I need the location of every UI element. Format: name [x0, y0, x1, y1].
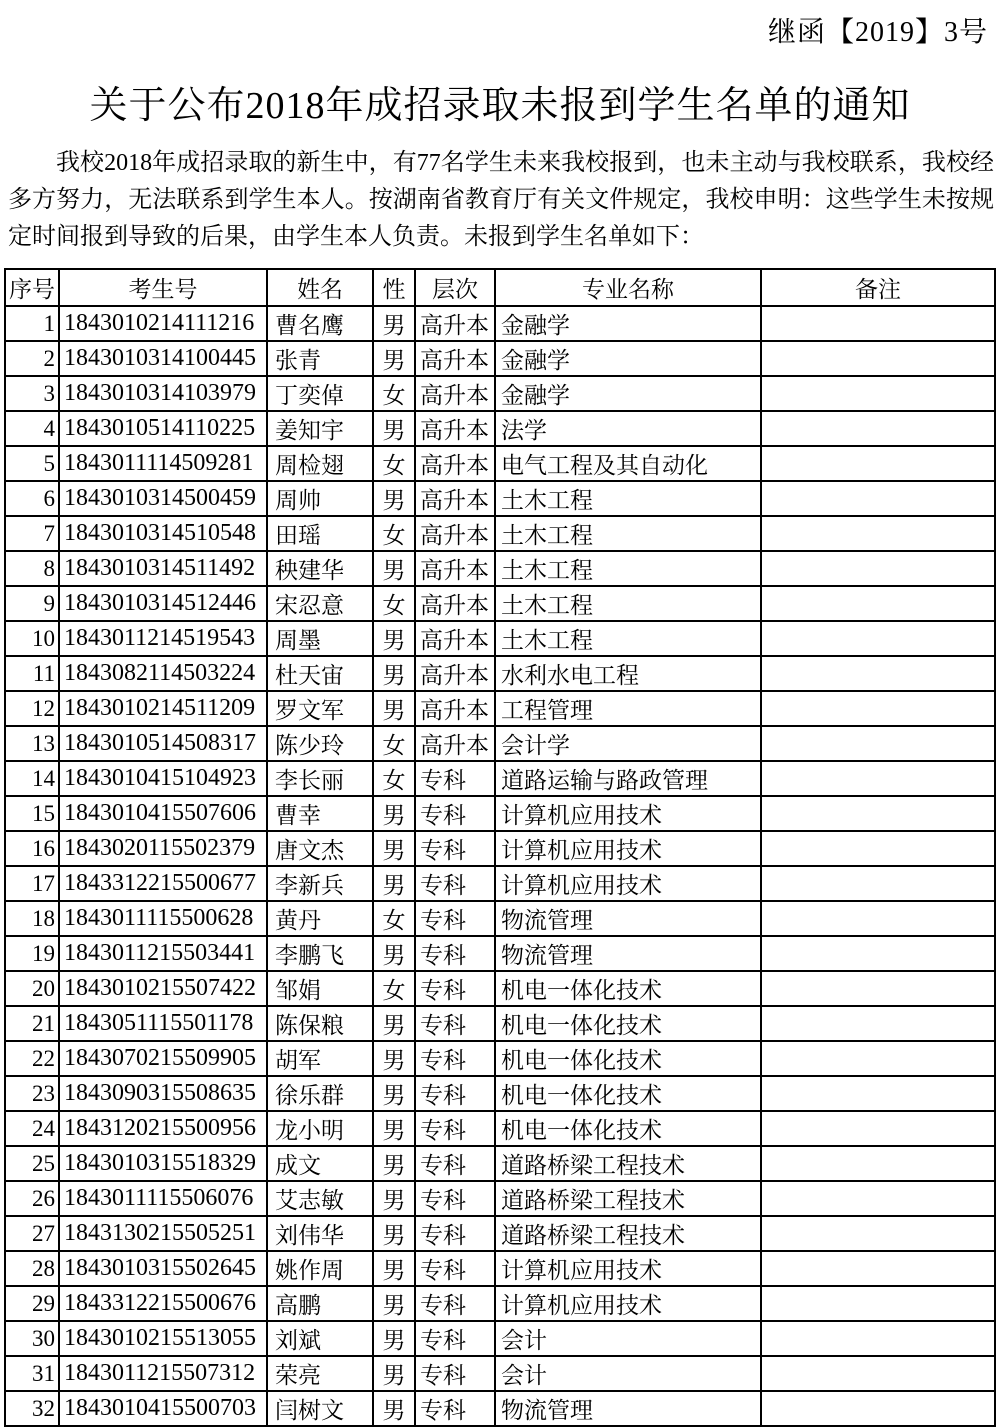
table-row [5, 411, 995, 446]
table-cell: 1843011115506076 [59, 1181, 267, 1216]
table-cell: 罗文军 [267, 691, 373, 726]
table-cell: 专科 [415, 1041, 495, 1076]
table-cell: 1843010215513055 [59, 1321, 267, 1356]
table-cell: 专科 [415, 1076, 495, 1111]
table-cell: 12 [5, 691, 59, 726]
table-cell: 男 [373, 411, 415, 446]
table-cell: 25 [5, 1146, 59, 1181]
table-cell: 工程管理 [495, 691, 761, 726]
table-cell: 男 [373, 691, 415, 726]
table-cell [761, 656, 995, 691]
column-header-1: 考生号 [59, 269, 267, 306]
table-cell: 女 [373, 516, 415, 551]
table-cell: 1843010514508317 [59, 726, 267, 761]
table-cell: 男 [373, 1006, 415, 1041]
table-cell: 1843130215505251 [59, 1216, 267, 1251]
table-cell: 男 [373, 621, 415, 656]
table-cell: 金融学 [495, 376, 761, 411]
table-cell: 李长丽 [267, 761, 373, 796]
table-cell: 男 [373, 656, 415, 691]
table-cell: 土木工程 [495, 586, 761, 621]
table-cell: 专科 [415, 901, 495, 936]
table-cell: 计算机应用技术 [495, 866, 761, 901]
table-cell [761, 446, 995, 481]
table-cell: 男 [373, 1076, 415, 1111]
table-cell: 15 [5, 796, 59, 831]
table-cell: 11 [5, 656, 59, 691]
table-cell [761, 1146, 995, 1181]
table-cell: 张青 [267, 341, 373, 376]
table-row [5, 516, 995, 551]
table-cell: 龙小明 [267, 1111, 373, 1146]
doc-number: 继函【2019】3号 [767, 17, 988, 48]
table-cell [761, 1251, 995, 1286]
table-cell [761, 691, 995, 726]
table-cell [761, 761, 995, 796]
table-cell: 28 [5, 1251, 59, 1286]
table-cell [761, 936, 995, 971]
table-cell [761, 411, 995, 446]
table-cell: 金融学 [495, 306, 761, 341]
table-row [5, 306, 995, 341]
table-row [5, 691, 995, 726]
table-cell: 3 [5, 376, 59, 411]
table-cell: 4 [5, 411, 59, 446]
table-cell: 专科 [415, 1146, 495, 1181]
table-cell: 1843010214511209 [59, 691, 267, 726]
table-cell [761, 796, 995, 831]
table-cell: 男 [373, 1041, 415, 1076]
table-cell: 男 [373, 306, 415, 341]
table-cell: 专科 [415, 761, 495, 796]
table-cell: 31 [5, 1356, 59, 1391]
table-cell: 1843011215507312 [59, 1356, 267, 1391]
table-cell: 周检翅 [267, 446, 373, 481]
table-cell: 艾志敏 [267, 1181, 373, 1216]
table-cell: 物流管理 [495, 936, 761, 971]
table-cell: 专科 [415, 831, 495, 866]
table-cell: 专科 [415, 1111, 495, 1146]
table-cell: 陈保粮 [267, 1006, 373, 1041]
table-cell: 1843010314100445 [59, 341, 267, 376]
page-title: 关于公布2018年成招录取未报到学生名单的通知 [89, 85, 911, 127]
table-cell: 专科 [415, 971, 495, 1006]
table-cell: 男 [373, 796, 415, 831]
table-cell: 男 [373, 831, 415, 866]
table-cell: 23 [5, 1076, 59, 1111]
column-header-0: 序号 [5, 269, 59, 306]
table-cell: 高升本 [415, 726, 495, 761]
table-cell: 2 [5, 341, 59, 376]
table-cell: 专科 [415, 1391, 495, 1426]
column-header-6: 备注 [761, 269, 995, 306]
table-cell: 男 [373, 1181, 415, 1216]
table-cell [761, 831, 995, 866]
table-cell [761, 901, 995, 936]
table-cell: 机电一体化技术 [495, 971, 761, 1006]
table-cell: 1843020115502379 [59, 831, 267, 866]
table-cell: 道路运输与路政管理 [495, 761, 761, 796]
table-cell: 1843011215503441 [59, 936, 267, 971]
table-cell: 5 [5, 446, 59, 481]
table-cell: 黄丹 [267, 901, 373, 936]
table-header-row [5, 269, 995, 306]
table-cell: 计算机应用技术 [495, 831, 761, 866]
table-cell: 男 [373, 1356, 415, 1391]
table-cell: 6 [5, 481, 59, 516]
table-cell [761, 551, 995, 586]
table-cell: 女 [373, 586, 415, 621]
table-row [5, 1321, 995, 1356]
table-cell: 1843011114509281 [59, 446, 267, 481]
table-cell: 专科 [415, 936, 495, 971]
table-cell: 1843312215500677 [59, 866, 267, 901]
table-cell: 专科 [415, 1251, 495, 1286]
table-cell: 徐乐群 [267, 1076, 373, 1111]
table-cell: 机电一体化技术 [495, 1076, 761, 1111]
table-cell [761, 1041, 995, 1076]
table-cell: 女 [373, 761, 415, 796]
table-cell: 荣亮 [267, 1356, 373, 1391]
table-cell: 8 [5, 551, 59, 586]
table-row [5, 1006, 995, 1041]
table-row [5, 376, 995, 411]
table-cell: 水利水电工程 [495, 656, 761, 691]
table-cell: 1843312215500676 [59, 1286, 267, 1321]
table-row [5, 586, 995, 621]
table-cell: 1843010215507422 [59, 971, 267, 1006]
table-cell: 1843010415507606 [59, 796, 267, 831]
table-cell: 高升本 [415, 656, 495, 691]
table-row [5, 656, 995, 691]
column-header-4: 层次 [415, 269, 495, 306]
table-cell: 9 [5, 586, 59, 621]
table-cell: 高升本 [415, 586, 495, 621]
table-cell: 男 [373, 481, 415, 516]
table-cell: 1843010314103979 [59, 376, 267, 411]
table-cell: 高升本 [415, 411, 495, 446]
table-row [5, 901, 995, 936]
table-cell: 田瑶 [267, 516, 373, 551]
table-cell: 1843070215509905 [59, 1041, 267, 1076]
table-cell: 高升本 [415, 376, 495, 411]
table-cell: 道路桥梁工程技术 [495, 1146, 761, 1181]
table-row [5, 866, 995, 901]
table-cell [761, 1321, 995, 1356]
table-cell: 男 [373, 866, 415, 901]
table-cell: 男 [373, 1391, 415, 1426]
table-cell: 专科 [415, 1321, 495, 1356]
table-cell: 土木工程 [495, 481, 761, 516]
table-row [5, 1251, 995, 1286]
table-cell: 1843082114503224 [59, 656, 267, 691]
table-cell [761, 1216, 995, 1251]
table-cell: 杜天宙 [267, 656, 373, 691]
table-cell [761, 621, 995, 656]
table-cell: 李新兵 [267, 866, 373, 901]
table-cell: 14 [5, 761, 59, 796]
table-cell [761, 306, 995, 341]
table-row [5, 341, 995, 376]
table-cell: 邹娟 [267, 971, 373, 1006]
table-cell: 22 [5, 1041, 59, 1076]
table-cell [761, 341, 995, 376]
table-cell: 男 [373, 1146, 415, 1181]
table-cell: 道路桥梁工程技术 [495, 1181, 761, 1216]
table-cell: 土木工程 [495, 621, 761, 656]
table-cell: 刘伟华 [267, 1216, 373, 1251]
table-cell: 专科 [415, 1286, 495, 1321]
table-cell [761, 1006, 995, 1041]
table-cell: 闫树文 [267, 1391, 373, 1426]
table-cell: 19 [5, 936, 59, 971]
table-cell: 机电一体化技术 [495, 1006, 761, 1041]
table-row [5, 621, 995, 656]
table-cell: 高升本 [415, 691, 495, 726]
table-cell: 21 [5, 1006, 59, 1041]
table-cell: 17 [5, 866, 59, 901]
table-cell: 专科 [415, 1181, 495, 1216]
table-cell: 女 [373, 901, 415, 936]
table-cell [761, 1076, 995, 1111]
table-cell: 胡军 [267, 1041, 373, 1076]
table-cell [761, 971, 995, 1006]
table-row [5, 1391, 995, 1426]
table-row [5, 1181, 995, 1216]
table-row [5, 936, 995, 971]
table-cell: 1843010315502645 [59, 1251, 267, 1286]
table-cell: 物流管理 [495, 1391, 761, 1426]
table-cell: 刘斌 [267, 1321, 373, 1356]
table-cell: 高升本 [415, 446, 495, 481]
table-cell: 陈少玲 [267, 726, 373, 761]
table-row [5, 551, 995, 586]
table-cell: 1843010314512446 [59, 586, 267, 621]
table-cell [761, 866, 995, 901]
table-cell: 1843120215500956 [59, 1111, 267, 1146]
table-cell: 1 [5, 306, 59, 341]
table-cell: 男 [373, 341, 415, 376]
table-cell: 金融学 [495, 341, 761, 376]
table-cell: 土木工程 [495, 551, 761, 586]
table-cell: 机电一体化技术 [495, 1041, 761, 1076]
table-cell [761, 1181, 995, 1216]
table-cell: 男 [373, 1251, 415, 1286]
table-cell: 土木工程 [495, 516, 761, 551]
table-cell: 16 [5, 831, 59, 866]
table-cell: 1843051115501178 [59, 1006, 267, 1041]
table-cell: 1843010415104923 [59, 761, 267, 796]
table-cell: 男 [373, 1286, 415, 1321]
table-cell: 专科 [415, 1216, 495, 1251]
column-header-2: 姓名 [267, 269, 373, 306]
table-cell: 30 [5, 1321, 59, 1356]
table-cell: 高升本 [415, 621, 495, 656]
table-cell [761, 726, 995, 761]
table-cell: 周帅 [267, 481, 373, 516]
table-cell [761, 1356, 995, 1391]
table-cell: 李鹏飞 [267, 936, 373, 971]
table-cell: 姜知宇 [267, 411, 373, 446]
table-cell: 1843010214111216 [59, 306, 267, 341]
table-cell [761, 586, 995, 621]
table-cell: 1843010315518329 [59, 1146, 267, 1181]
table-cell: 宋忍意 [267, 586, 373, 621]
table-cell: 1843011115500628 [59, 901, 267, 936]
table-cell: 机电一体化技术 [495, 1111, 761, 1146]
table-cell: 高鹏 [267, 1286, 373, 1321]
table-cell: 26 [5, 1181, 59, 1216]
table-cell: 1843010314510548 [59, 516, 267, 551]
table-cell: 27 [5, 1216, 59, 1251]
table-cell [761, 376, 995, 411]
table-cell: 计算机应用技术 [495, 1251, 761, 1286]
table-cell [761, 1391, 995, 1426]
table-cell: 道路桥梁工程技术 [495, 1216, 761, 1251]
table-cell: 周墨 [267, 621, 373, 656]
table-cell: 计算机应用技术 [495, 796, 761, 831]
table-row [5, 1216, 995, 1251]
table-cell [761, 1286, 995, 1321]
table-cell: 计算机应用技术 [495, 1286, 761, 1321]
table-row [5, 726, 995, 761]
table-cell: 10 [5, 621, 59, 656]
table-row [5, 831, 995, 866]
table-cell: 法学 [495, 411, 761, 446]
table-cell: 专科 [415, 1006, 495, 1041]
table-cell: 高升本 [415, 306, 495, 341]
table-cell: 曹幸 [267, 796, 373, 831]
table-cell: 女 [373, 376, 415, 411]
table-row [5, 1356, 995, 1391]
table-cell: 18 [5, 901, 59, 936]
table-cell: 高升本 [415, 516, 495, 551]
table-cell: 1843010514110225 [59, 411, 267, 446]
table-cell: 1843090315508635 [59, 1076, 267, 1111]
table-row [5, 1146, 995, 1181]
table-cell: 男 [373, 1111, 415, 1146]
table-cell: 7 [5, 516, 59, 551]
table-cell: 物流管理 [495, 901, 761, 936]
table-cell: 29 [5, 1286, 59, 1321]
table-row [5, 761, 995, 796]
table-cell: 会计 [495, 1321, 761, 1356]
table-cell: 男 [373, 1216, 415, 1251]
table-cell: 高升本 [415, 341, 495, 376]
table-cell: 男 [373, 1321, 415, 1356]
table-cell: 唐文杰 [267, 831, 373, 866]
table-row [5, 1076, 995, 1111]
table-cell: 曹名鹰 [267, 306, 373, 341]
table-cell: 32 [5, 1391, 59, 1426]
table-head [5, 269, 995, 306]
table-cell: 1843011214519543 [59, 621, 267, 656]
table-cell: 女 [373, 971, 415, 1006]
table-row [5, 796, 995, 831]
column-header-5: 专业名称 [495, 269, 761, 306]
table-cell: 会计 [495, 1356, 761, 1391]
table-row [5, 1041, 995, 1076]
table-cell: 24 [5, 1111, 59, 1146]
table-cell: 20 [5, 971, 59, 1006]
table-cell: 专科 [415, 796, 495, 831]
table-cell: 13 [5, 726, 59, 761]
table-cell: 1843010314511492 [59, 551, 267, 586]
table-cell [761, 516, 995, 551]
table-cell [761, 1111, 995, 1146]
table-row [5, 481, 995, 516]
table-cell: 男 [373, 936, 415, 971]
table-cell: 高升本 [415, 551, 495, 586]
table-cell: 会计学 [495, 726, 761, 761]
table-row [5, 446, 995, 481]
table-cell: 女 [373, 446, 415, 481]
table-cell: 专科 [415, 866, 495, 901]
table-row [5, 1111, 995, 1146]
table-cell: 1843010314500459 [59, 481, 267, 516]
table-cell: 男 [373, 551, 415, 586]
column-header-3: 性 [373, 269, 415, 306]
table-cell: 成文 [267, 1146, 373, 1181]
table-cell: 高升本 [415, 481, 495, 516]
table-cell [761, 481, 995, 516]
table-cell: 1843010415500703 [59, 1391, 267, 1426]
table-cell: 专科 [415, 1356, 495, 1391]
student-table [4, 268, 996, 1427]
table-cell: 丁奕倬 [267, 376, 373, 411]
table-cell: 女 [373, 726, 415, 761]
table-row [5, 971, 995, 1006]
table-cell: 姚作周 [267, 1251, 373, 1286]
table-body [5, 306, 995, 1426]
table-row [5, 1286, 995, 1321]
table-cell: 电气工程及其自动化 [495, 446, 761, 481]
table-cell: 秧建华 [267, 551, 373, 586]
intro-paragraph: 我校2018年成招录取的新生中，有77名学生未来我校报到，也未主动与我校联系，我校经多方努力，无法联系到学生本人。按湖南省教育厅有关文件规定，我校申明：这些学生未按规定时间报到导致的后果，由学生本人负责。未报到学生名单如下： [8, 150, 994, 250]
